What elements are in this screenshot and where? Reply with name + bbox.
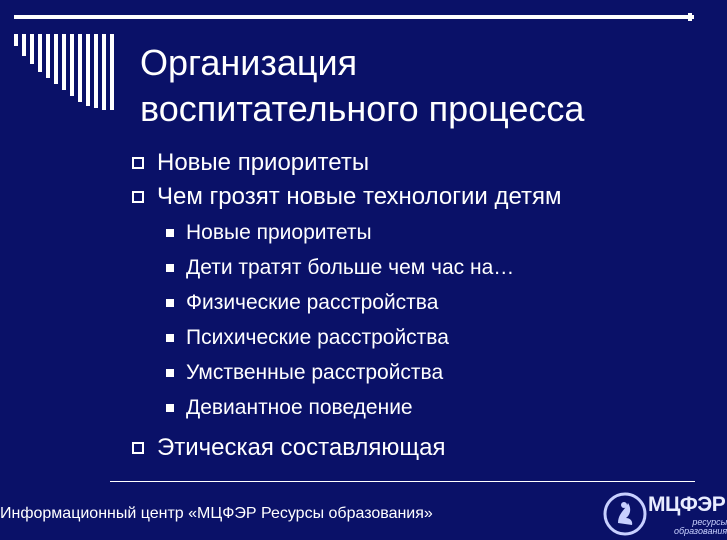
title-line-2: воспитательного процесса <box>140 88 585 129</box>
filled-square-bullet-icon <box>166 334 174 342</box>
sub-bullet-item <box>130 289 710 324</box>
sub-bullet-text: Умственные расстройства <box>186 361 444 384</box>
sub-bullet-item <box>130 254 710 289</box>
logo-subtitle-line-1: ресурсы <box>692 517 727 527</box>
hollow-square-bullet-icon <box>132 191 144 203</box>
sub-bullet-text: Дети тратят больше чем час на… <box>186 256 515 279</box>
sub-bullet-item <box>130 394 710 429</box>
filled-square-bullet-icon <box>166 264 174 272</box>
bullet-item <box>130 148 710 182</box>
bullet-text: Этическая составляющая <box>157 434 446 461</box>
slide-title <box>140 40 700 132</box>
bullet-text: Новые приоритеты <box>157 149 370 176</box>
footer-text: Информационный центр «МЦФЭР Ресурсы образования» <box>0 505 433 522</box>
sub-bullet-text: Физические расстройства <box>186 291 439 314</box>
bullet-text: Чем грозят новые технологии детям <box>157 183 562 210</box>
logo-emblem-icon <box>602 491 648 537</box>
filled-square-bullet-icon <box>166 404 174 412</box>
title-line-1: Организация <box>140 42 358 83</box>
sub-bullet-text: Новые приоритеты <box>186 221 372 244</box>
sub-bullet-list <box>130 219 710 429</box>
logo-subtitle <box>674 518 727 536</box>
mcfer-logo <box>600 488 727 540</box>
bullet-item <box>130 433 710 467</box>
bottom-divider <box>110 481 695 482</box>
filled-square-bullet-icon <box>166 369 174 377</box>
sub-bullet-item <box>130 324 710 359</box>
bullet-item <box>130 182 710 216</box>
filled-square-bullet-icon <box>166 299 174 307</box>
sub-bullet-item <box>130 219 710 254</box>
sub-bullet-item <box>130 359 710 394</box>
hollow-square-bullet-icon <box>132 442 144 454</box>
bullet-list <box>130 148 710 467</box>
logo-name: МЦФЭР <box>648 493 726 516</box>
logo-subtitle-line-2: образования <box>674 526 727 536</box>
filled-square-bullet-icon <box>166 229 174 237</box>
hollow-square-bullet-icon <box>132 157 144 169</box>
top-divider-end <box>688 13 692 21</box>
sub-bullet-text: Девиантное поведение <box>186 396 413 419</box>
sub-bullet-text: Психические расстройства <box>186 326 449 349</box>
top-divider <box>14 15 694 19</box>
